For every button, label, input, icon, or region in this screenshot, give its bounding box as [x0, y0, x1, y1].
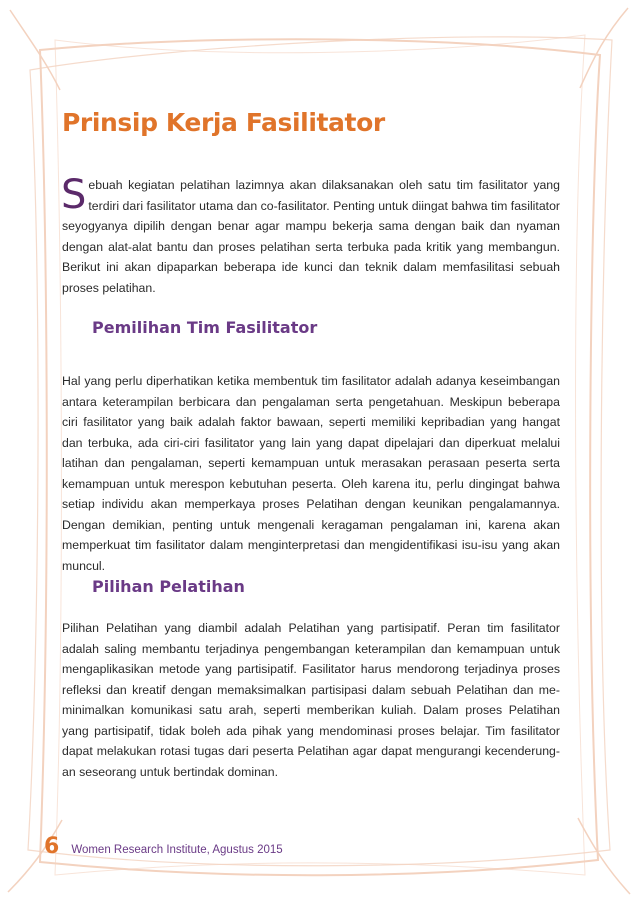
section-heading-pemilihan-tim: Pemilihan Tim Fasilitator	[92, 318, 318, 337]
drop-cap: S	[61, 172, 87, 218]
section-paragraph-pemilihan-tim: Hal yang perlu diperhatikan ketika membentuk tim fasilitator adalah adanya keseimbangan antara keterampilan berbicara dan pengalaman serta pengetahuan. Meskipun beberapa ciri fasilitator yang baik adalah faktor bawaan, seperti memiliki kepribadian yang hangat dan terbuka, ada ciri-ciri fasilitator yang lain yang dapat dipelajari dan diperkuat melalui latihan dan pengalaman, seperti kemampuan untuk merasakan perasaan peserta serta kemampuan untuk merespon kebutuhan peserta. Oleh karena itu, perlu dingingat bahwa setiap individu akan memperkaya proses Pelatihan dengan keunikan pengalamannya. Dengan demikian, penting untuk mengenali keragaman pengalaman ini, karena akan memperkuat tim fasilitator dalam menginterpretasi dan mengidentifikasi isu-isu yang akan muncul.	[62, 374, 560, 573]
section-heading-pilihan-pelatihan: Pilihan Pelatihan	[92, 577, 245, 596]
page-title: Prinsip Kerja Fasilitator	[62, 108, 385, 137]
intro-text: ebuah kegiatan pelatihan lazimnya akan dilaksanakan oleh satu tim fasilitator yang terdiri dari fasilitator utama dan co-fasilitator. Penting untuk diingat bahwa tim fasilitator seyogyanya dipilih dengan benar agar mampu bekerja sama dengan baik dan nyaman dengan alat-alat bantu dan proses pelatihan serta terbuka pada kritik yang membangun. Berikut ini akan dipaparkan beberapa ide kunci dan teknik dalam memfasilitasi sebuah proses pelatihan.	[62, 178, 561, 295]
section-paragraph-pilihan-pelatihan: Pilihan Pelatihan yang diambil adalah Pelatihan yang partisipatif. Peran tim fasilitator adalah saling membantu terjadinya pengembangan keterampilan dan kemampuan untuk mengaplikasikan metode yang partisipatif. Fasilitator harus mendorong terjadinya proses refleksi dan kreatif dengan memaksimalkan partisipasi dalam sebuah Pelatihan dan meminimalkan komunikasi satu arah, seperti memberikan kuliah. Dalam proses Pelatihan yang partisipatif, tidak boleh ada pihak yang mendominasi proses belajar. Tim fasilitator dapat melakukan rotasi tugas dari peserta Pelatihan agar dapat mengurangi kecenderungan seseorang untuk bertindak dominan.	[62, 621, 560, 779]
footer-text: Women Research Institute, Agustus 2015	[71, 844, 283, 856]
page-footer	[44, 834, 283, 859]
intro-paragraph	[61, 172, 561, 298]
page-number: 6	[44, 834, 60, 859]
